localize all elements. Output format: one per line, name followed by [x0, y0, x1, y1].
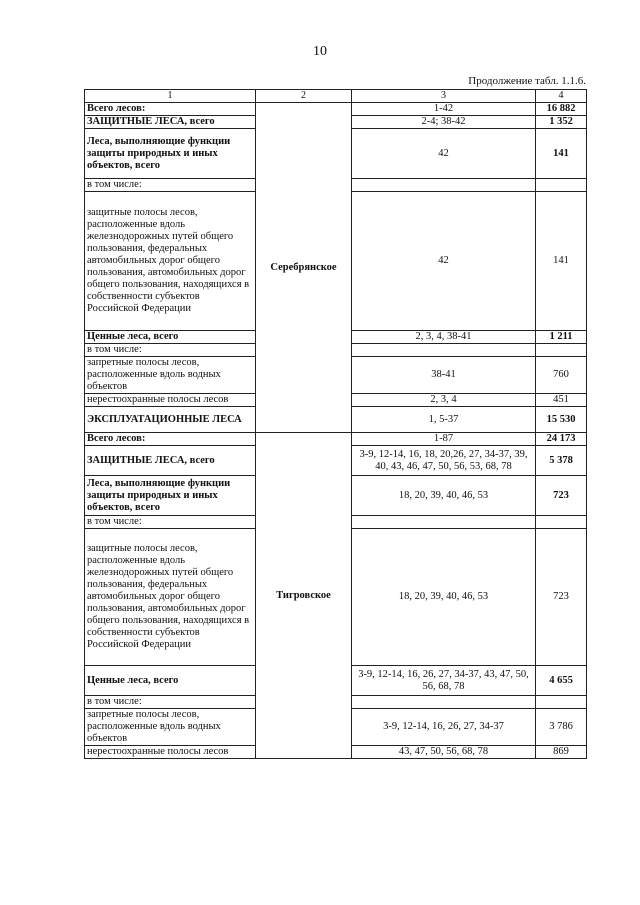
forest-category-cell: ЗАЩИТНЫЕ ЛЕСА, всего [85, 446, 256, 476]
forest-category-cell: в том числе: [85, 344, 256, 357]
forest-category-cell: в том числе: [85, 696, 256, 709]
forest-table [84, 89, 587, 759]
forest-category-cell: Всего лесов: [85, 433, 256, 446]
area-cell: 723 [536, 476, 587, 516]
table-body [85, 90, 587, 759]
column-header: 4 [536, 90, 587, 103]
table-caption: Продолжение табл. 1.1.6. [468, 75, 586, 87]
forest-category-cell: Всего лесов: [85, 103, 256, 116]
quarter-numbers-cell [352, 344, 536, 357]
forest-category-cell: Леса, выполняющие функции защиты природных и иных объектов, всего [85, 129, 256, 179]
quarter-numbers-cell: 1, 5-37 [352, 407, 536, 433]
forest-category-cell: в том числе: [85, 516, 256, 529]
quarter-numbers-cell: 2, 3, 4 [352, 394, 536, 407]
quarter-numbers-cell: 38-41 [352, 357, 536, 394]
forest-category-cell: запретные полосы лесов, расположенные вдоль водных объектов [85, 357, 256, 394]
column-header: 3 [352, 90, 536, 103]
forest-category-cell: Ценные леса, всего [85, 666, 256, 696]
area-cell: 760 [536, 357, 587, 394]
area-cell: 141 [536, 129, 587, 179]
area-cell: 4 655 [536, 666, 587, 696]
area-cell: 1 211 [536, 331, 587, 344]
quarter-numbers-cell [352, 696, 536, 709]
forest-category-cell: Ценные леса, всего [85, 331, 256, 344]
quarter-numbers-cell: 3-9, 12-14, 16, 26, 27, 34-37, 43, 47, 50, 56, 68, 78 [352, 666, 536, 696]
area-cell [536, 516, 587, 529]
column-header: 2 [256, 90, 352, 103]
quarter-numbers-cell: 1-42 [352, 103, 536, 116]
quarter-numbers-cell: 18, 20, 39, 40, 46, 53 [352, 476, 536, 516]
area-cell: 1 352 [536, 116, 587, 129]
forest-category-cell: ЭКСПЛУАТАЦИОННЫЕ ЛЕСА [85, 407, 256, 433]
quarter-numbers-cell: 3-9, 12-14, 16, 26, 27, 34-37 [352, 709, 536, 746]
table-row [85, 433, 587, 446]
page-number: 10 [313, 44, 327, 59]
quarter-numbers-cell [352, 179, 536, 192]
forest-category-cell: в том числе: [85, 179, 256, 192]
area-cell: 869 [536, 746, 587, 759]
area-cell: 723 [536, 529, 587, 666]
quarter-numbers-cell: 2, 3, 4, 38-41 [352, 331, 536, 344]
quarter-numbers-cell: 42 [352, 129, 536, 179]
quarter-numbers-cell: 18, 20, 39, 40, 46, 53 [352, 529, 536, 666]
area-cell: 3 786 [536, 709, 587, 746]
forest-category-cell: запретные полосы лесов, расположенные вдоль водных объектов [85, 709, 256, 746]
table-row [85, 103, 587, 116]
area-cell [536, 179, 587, 192]
quarter-numbers-cell: 42 [352, 192, 536, 331]
forest-category-cell: нерестоохранные полосы лесов [85, 746, 256, 759]
area-cell: 16 882 [536, 103, 587, 116]
quarter-numbers-cell: 2-4; 38-42 [352, 116, 536, 129]
area-cell: 15 530 [536, 407, 587, 433]
area-cell: 141 [536, 192, 587, 331]
quarter-numbers-cell: 1-87 [352, 433, 536, 446]
district-cell: Тигровское [256, 433, 352, 759]
quarter-numbers-cell [352, 516, 536, 529]
area-cell: 24 173 [536, 433, 587, 446]
area-cell [536, 696, 587, 709]
forest-category-cell: защитные полосы лесов, расположенные вдоль железнодорожных путей общего пользования, федеральных автомобильных дорог общего пользования, автомобильных дорог общего пользования, находящихся в собственности субъектов Российской Федерации [85, 192, 256, 331]
forest-category-cell: защитные полосы лесов, расположенные вдоль железнодорожных путей общего пользования, федеральных автомобильных дорог общего пользования, автомобильных дорог общего пользования, находящихся в собственности субъектов Российской Федерации [85, 529, 256, 666]
quarter-numbers-cell: 3-9, 12-14, 16, 18, 20,26, 27, 34-37, 39, 40, 43, 46, 47, 50, 56, 53, 68, 78 [352, 446, 536, 476]
area-cell: 5 378 [536, 446, 587, 476]
forest-category-cell: ЗАЩИТНЫЕ ЛЕСА, всего [85, 116, 256, 129]
forest-category-cell: Леса, выполняющие функции защиты природных и иных объектов, всего [85, 476, 256, 516]
forest-category-cell: нерестоохранные полосы лесов [85, 394, 256, 407]
header-row [85, 90, 587, 103]
area-cell [536, 344, 587, 357]
quarter-numbers-cell: 43, 47, 50, 56, 68, 78 [352, 746, 536, 759]
column-header: 1 [85, 90, 256, 103]
district-cell: Серебрянское [256, 103, 352, 433]
area-cell: 451 [536, 394, 587, 407]
